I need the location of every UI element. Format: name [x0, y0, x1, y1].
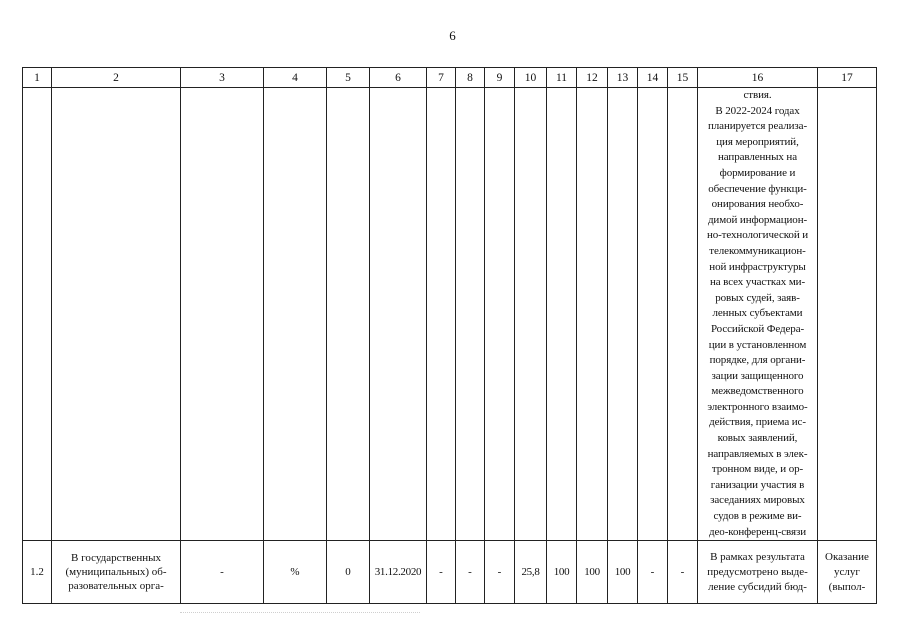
column-header-17: 17 — [818, 68, 877, 88]
column-header-16: 16 — [698, 68, 818, 88]
cell-15: - — [668, 541, 698, 604]
indicator-name-cell — [52, 541, 181, 604]
cell-7: - — [427, 541, 456, 604]
column-header-1: 1 — [23, 68, 52, 88]
description-line: межведомственного — [711, 385, 804, 398]
description-line: ковых заявлений, — [717, 432, 798, 445]
description-line: но-технологической и — [706, 229, 809, 242]
base-value-cell: 0 — [327, 541, 370, 604]
description-line: Российской Федера- — [710, 322, 805, 335]
description-line: планируется реализа- — [707, 120, 808, 133]
column-header-13: 13 — [608, 68, 638, 88]
cell — [370, 88, 427, 541]
cell — [515, 88, 547, 541]
description-line: ции в установленном — [708, 338, 807, 351]
column-header-9: 9 — [485, 68, 515, 88]
description-line: направленных на — [718, 151, 797, 164]
cell — [327, 88, 370, 541]
indicator-name-line: (муниципальных) об- — [65, 566, 167, 579]
description-line: действия, приема ис- — [709, 416, 806, 429]
column-header-row — [23, 68, 877, 88]
cell — [427, 88, 456, 541]
row-column-17-cell — [818, 541, 877, 604]
cell-3: - — [181, 541, 264, 604]
description-line: электронного взаимо- — [707, 400, 808, 413]
column-header-12: 12 — [577, 68, 608, 88]
page-number: 6 — [449, 28, 456, 43]
description-line: ровых судей, заяв- — [715, 291, 800, 304]
description-line: В рамках результата — [710, 550, 805, 563]
cell-8: - — [456, 541, 485, 604]
column-header-6: 6 — [370, 68, 427, 88]
cell — [23, 88, 52, 541]
cell — [485, 88, 515, 541]
cell-14: - — [638, 541, 668, 604]
document-table — [22, 67, 877, 604]
column-header-10: 10 — [515, 68, 547, 88]
description-line: тронном виде, и ор- — [711, 463, 804, 476]
cell — [577, 88, 608, 541]
cell — [638, 88, 668, 541]
description-line: ленных субъектами — [712, 307, 803, 320]
description-line: предусмотрено выде- — [707, 565, 808, 578]
column-17-line: Оказание — [825, 550, 869, 563]
cell-10: 25,8 — [515, 541, 547, 604]
description-line: ция мероприятий, — [716, 135, 799, 148]
cell-11: 100 — [547, 541, 577, 604]
description-line: обеспечение функци- — [708, 182, 807, 195]
column-17-line: услуг — [834, 565, 860, 578]
cell — [818, 88, 877, 541]
description-line: направляемых в элек- — [707, 447, 808, 460]
description-line: телекоммуникацион- — [709, 244, 806, 257]
cell — [547, 88, 577, 541]
continuation-description-cell — [698, 88, 818, 541]
indicator-name-line: разовательных орга- — [68, 580, 164, 593]
row-number-cell: 1.2 — [23, 541, 52, 604]
description-line: ной инфраструктуры — [709, 260, 806, 273]
description-line: порядке, для органи- — [709, 354, 806, 367]
cell-9: - — [485, 541, 515, 604]
description-line: зации защищенного — [711, 369, 804, 382]
description-line: ление субсидий бюд- — [708, 580, 807, 593]
continuation-row — [23, 88, 877, 541]
description-line: заседаниях мировых — [710, 494, 805, 507]
column-header-14: 14 — [638, 68, 668, 88]
column-header-5: 5 — [327, 68, 370, 88]
scan-artifact — [180, 612, 420, 615]
column-header-2: 2 — [52, 68, 181, 88]
table-row-1-2 — [23, 541, 877, 604]
row-description-cell — [698, 541, 818, 604]
cell — [668, 88, 698, 541]
description-line: В 2022-2024 годах — [715, 104, 800, 117]
cell — [52, 88, 181, 541]
indicator-name-line: В государственных — [71, 552, 161, 565]
cell — [181, 88, 264, 541]
description-line: судов в режиме ви- — [713, 510, 802, 523]
description-line: ганизации участия в — [710, 478, 805, 491]
description-line: део-конференц-связи — [709, 525, 806, 538]
column-header-11: 11 — [547, 68, 577, 88]
column-header-15: 15 — [668, 68, 698, 88]
cell — [608, 88, 638, 541]
cell-12: 100 — [577, 541, 608, 604]
unit-cell: % — [264, 541, 327, 604]
date-cell: 31.12.2020 — [370, 541, 427, 604]
cell-13: 100 — [608, 541, 638, 604]
description-line: на всех участках ми- — [709, 276, 806, 289]
column-header-4: 4 — [264, 68, 327, 88]
description-line: онирования необхо- — [711, 198, 804, 211]
description-line: ствия. — [743, 89, 772, 101]
column-header-7: 7 — [427, 68, 456, 88]
cell — [456, 88, 485, 541]
column-header-3: 3 — [181, 68, 264, 88]
description-line: формирование и — [719, 166, 796, 179]
column-17-line: (выпол- — [828, 580, 866, 593]
cell — [264, 88, 327, 541]
description-line: димой информацион- — [707, 213, 808, 226]
column-header-8: 8 — [456, 68, 485, 88]
